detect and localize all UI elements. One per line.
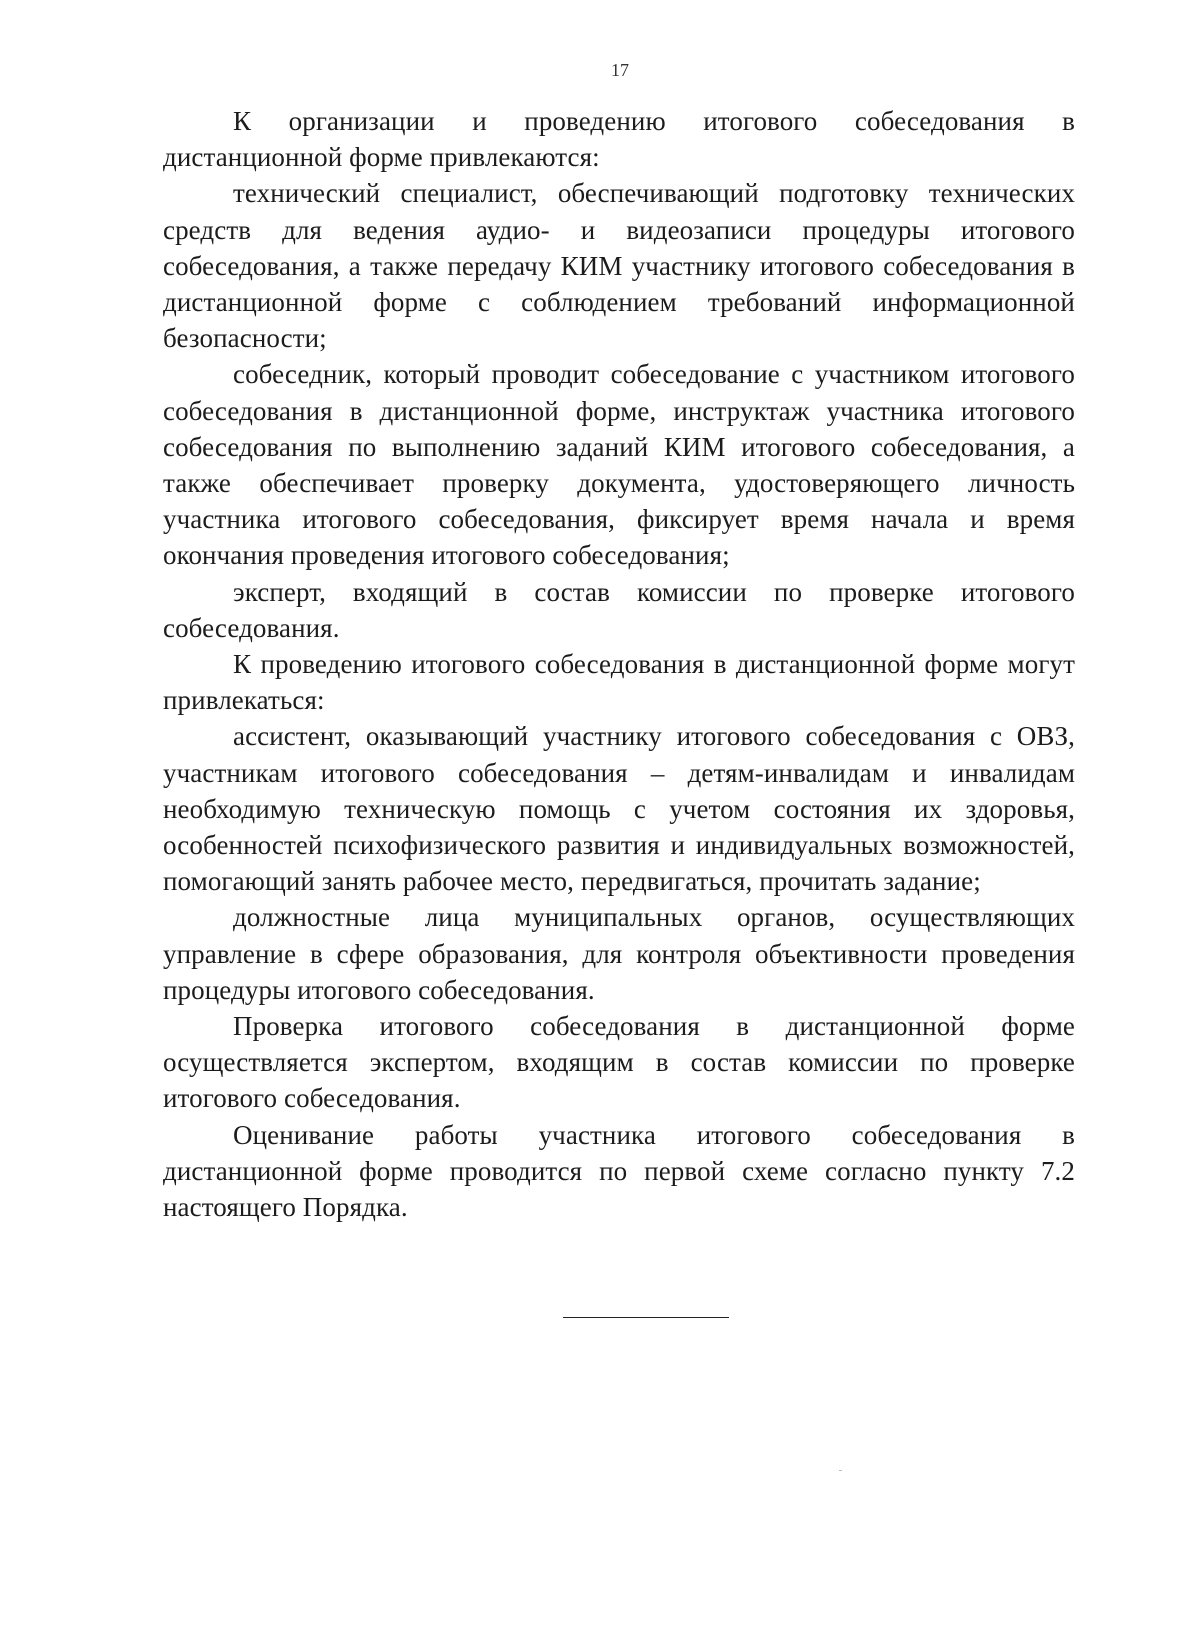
paragraph-checking: Проверка итогового собеседования в дистанционной форме осуществляется экспертом, входящим в состав комиссии по проверке итогового собеседования. (163, 1011, 1075, 1114)
paragraph-officials: должностные лица муниципальных органов, осуществляющих управление в сфере образования, для контроля объективности проведения процедуры итогового собеседования. (163, 902, 1075, 1005)
paragraph-interlocutor: собеседник, который проводит собеседование с участником итогового собеседования в дистанционной форме, инструктаж участника итогового собеседования по выполнению заданий КИМ итогового собеседования, а также обеспечивает проверку документа, удостоверяющего личность участника итогового собеседования, фиксирует время начала и время окончания проведения итогового собеседования; (163, 359, 1075, 571)
scan-speck (839, 1470, 842, 1471)
paragraph-organizers-intro: К организации и проведению итогового собеседования в дистанционной форме привлекаются: (163, 106, 1075, 173)
end-of-section-rule (563, 1317, 729, 1318)
page-number: 17 (611, 60, 629, 80)
paragraph-assessment: Оценивание работы участника итогового собеседования в дистанционной форме проводится по первой схеме согласно пункту 7.2 настоящего Порядка. (163, 1119, 1075, 1223)
paragraph-may-involve-intro: К проведению итогового собеседования в дистанционной форме могут привлекаться: (163, 649, 1075, 716)
document-body (163, 103, 1075, 1225)
paragraph-expert: эксперт, входящий в состав комиссии по проверке итогового собеседования. (163, 576, 1075, 643)
paragraph-assistant: ассистент, оказывающий участнику итогового собеседования с ОВЗ, участникам итогового собеседования – детям-инвалидам и инвалидам необходимую техническую помощь с учетом состояния их здоровья, особенностей психофизического развития и индивидуальных возможностей, помогающий занять рабочее место, передвигаться, прочитать задание; (163, 721, 1075, 897)
paragraph-technical-specialist: технический специалист, обеспечивающий подготовку технических средств для ведения аудио- и видеозаписи процедуры итогового собеседования, а также передачу КИМ участнику итогового собеседования в дистанционной форме с соблюдением требований информационной безопасности; (163, 178, 1075, 354)
